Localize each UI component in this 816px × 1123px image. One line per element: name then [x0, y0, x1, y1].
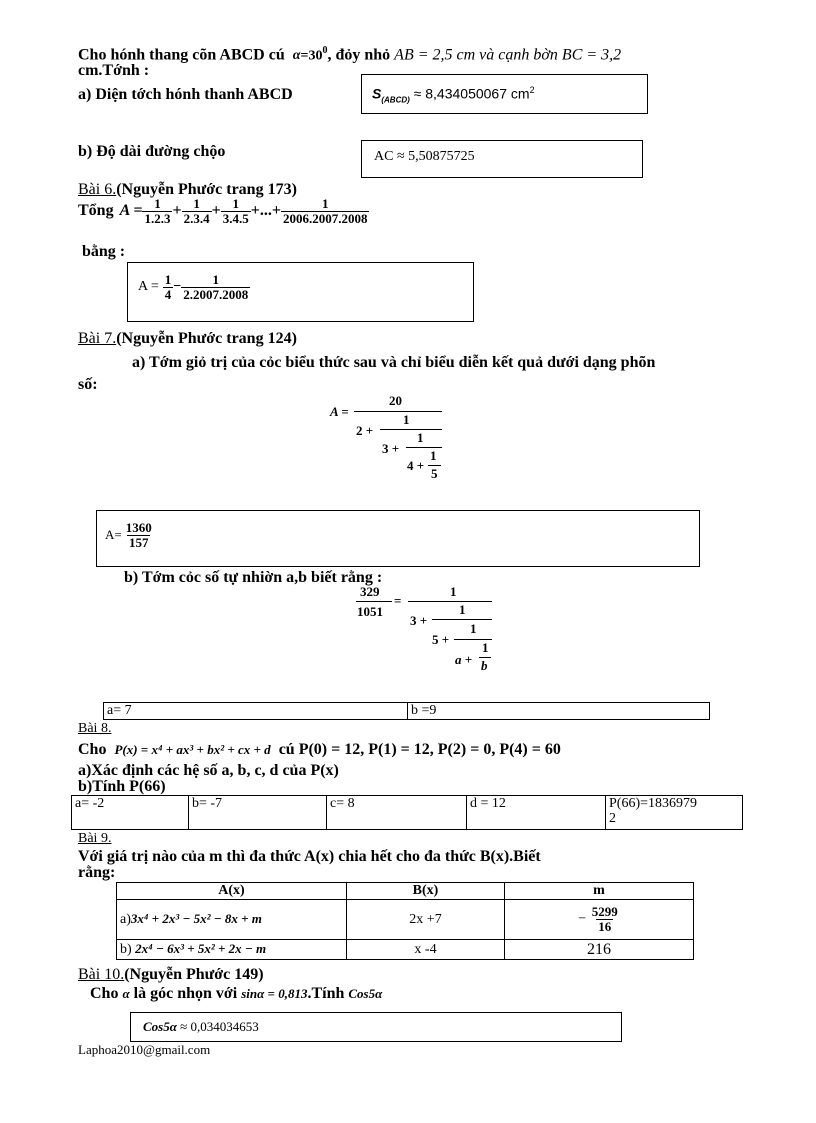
bai6-sum: Tổng A = $\frac{1}{1.2.3}$ + $\frac{1}{2.3.4}$ + $\frac{1}{3.4.5}$ +...+ $\frac{1}{2006.2007.2008}$	[78, 196, 368, 226]
coef-d-cell: d = 12	[467, 796, 606, 830]
answer-a-cell: a= 7	[104, 703, 408, 720]
trap-intro-line2: cm.Tớnh :	[78, 62, 150, 79]
area-answer-box	[361, 74, 648, 114]
row1-A: a)3x⁴ + 2x³ − 5x² − 8x + m	[117, 900, 347, 940]
coef-c-cell: c= 8	[327, 796, 467, 830]
row1-B: 2x +7	[347, 900, 505, 940]
table-row	[117, 900, 694, 940]
footer-email: Laphoa2010@gmail.com	[78, 1042, 211, 1057]
bai7-part-a-cont: số:	[78, 376, 98, 393]
bai9-line1: Với giá trị nào của m thì đa thức A(x) chia hết cho đa thức B(x).Biết	[78, 848, 541, 865]
bai8-statement: Cho P(x) = x⁴ + ax³ + bx² + cx + d cú P(0) = 12, P(1) = 12, P(2) = 0, P(4) = 60	[78, 741, 561, 758]
bai6-answer-box: A = $\frac{1}{4}$ − $\frac{1}{2.2007.2008}$	[127, 262, 474, 322]
area-sq: 2	[529, 85, 535, 95]
area-sub: (ABCD)	[381, 95, 410, 105]
header-m: m	[505, 883, 694, 900]
continued-fraction-ab: 329 1051 = 1 3 + 1 5 + 1 a + 1 b	[356, 584, 496, 684]
row1-m: − $\frac{5299}{16}$	[505, 900, 694, 940]
bai7-b-answer-table	[103, 702, 710, 720]
row2-m: 216	[505, 940, 694, 960]
bai9-heading: Bài 9.	[78, 831, 112, 846]
coef-a-cell: a= -2	[72, 796, 189, 830]
table-row	[117, 940, 694, 960]
area-symbol: S	[372, 85, 382, 102]
coef-b-cell: b= -7	[189, 796, 327, 830]
trap-intro-line1: Cho hónh thang cõn ABCD cú $\alpha=30^0$, đỏy nhỏ AB = 2,5 cm và cạnh bờn BC = 3,2	[78, 45, 622, 64]
bai10-statement: Cho α là góc nhọn với sinα = 0,813.Tính Cos5α	[90, 985, 383, 1002]
area-value: ≈ 8,434050067 cm	[413, 85, 530, 102]
table-header-row	[117, 883, 694, 900]
bai10-heading: Bài 10.(Nguyễn Phước 149)	[78, 966, 264, 983]
bai6-heading: Bài 6.(Nguyễn Phước trang 173)	[78, 181, 297, 198]
bai9-table	[116, 882, 694, 960]
trap-part-b: b) Độ dài đường chộo	[78, 143, 226, 160]
bai7-a-answer-box: A= $\frac{1360}{157}$	[96, 510, 700, 567]
bai8-part-a: a)Xác định các hệ số a, b, c, d của P(x)	[78, 762, 339, 779]
header-A: A(x)	[117, 883, 347, 900]
p66-cell: P(66)=1836979 2	[606, 796, 743, 830]
bai7-heading: Bài 7.(Nguyễn Phước trang 124)	[78, 330, 297, 347]
header-B: B(x)	[347, 883, 505, 900]
row2-A: b) 2x⁴ − 6x³ + 5x² + 2x − m	[117, 940, 347, 960]
bai8-heading: Bài 8.	[78, 721, 112, 736]
bai8-part-b: b)Tính P(66)	[78, 778, 166, 795]
bai6-bang: bằng :	[82, 243, 126, 260]
bai7-part-b: b) Tớm cỏc số tự nhiờn a,b biết rằng :	[124, 569, 383, 586]
continued-fraction-A: A = 20 2 + 1 3 + 1 4 + 1 5	[330, 393, 450, 489]
bai10-answer-box: Cos5α ≈ 0,034034653	[130, 1012, 622, 1042]
answer-b-cell: b =9	[408, 703, 710, 720]
bai9-line2: rằng:	[78, 864, 116, 881]
bai8-answer-table	[71, 795, 743, 830]
diagonal-answer-box	[361, 140, 643, 178]
row2-B: x -4	[347, 940, 505, 960]
trap-part-a: a) Diện tớch hónh thanh ABCD	[78, 86, 293, 103]
ac-value: AC ≈ 5,50875725	[374, 149, 475, 164]
bai7-part-a: a) Tớm giỏ trị của cỏc biểu thức sau và chỉ biểu diễn kết quả dưới dạng phõn	[132, 354, 656, 371]
